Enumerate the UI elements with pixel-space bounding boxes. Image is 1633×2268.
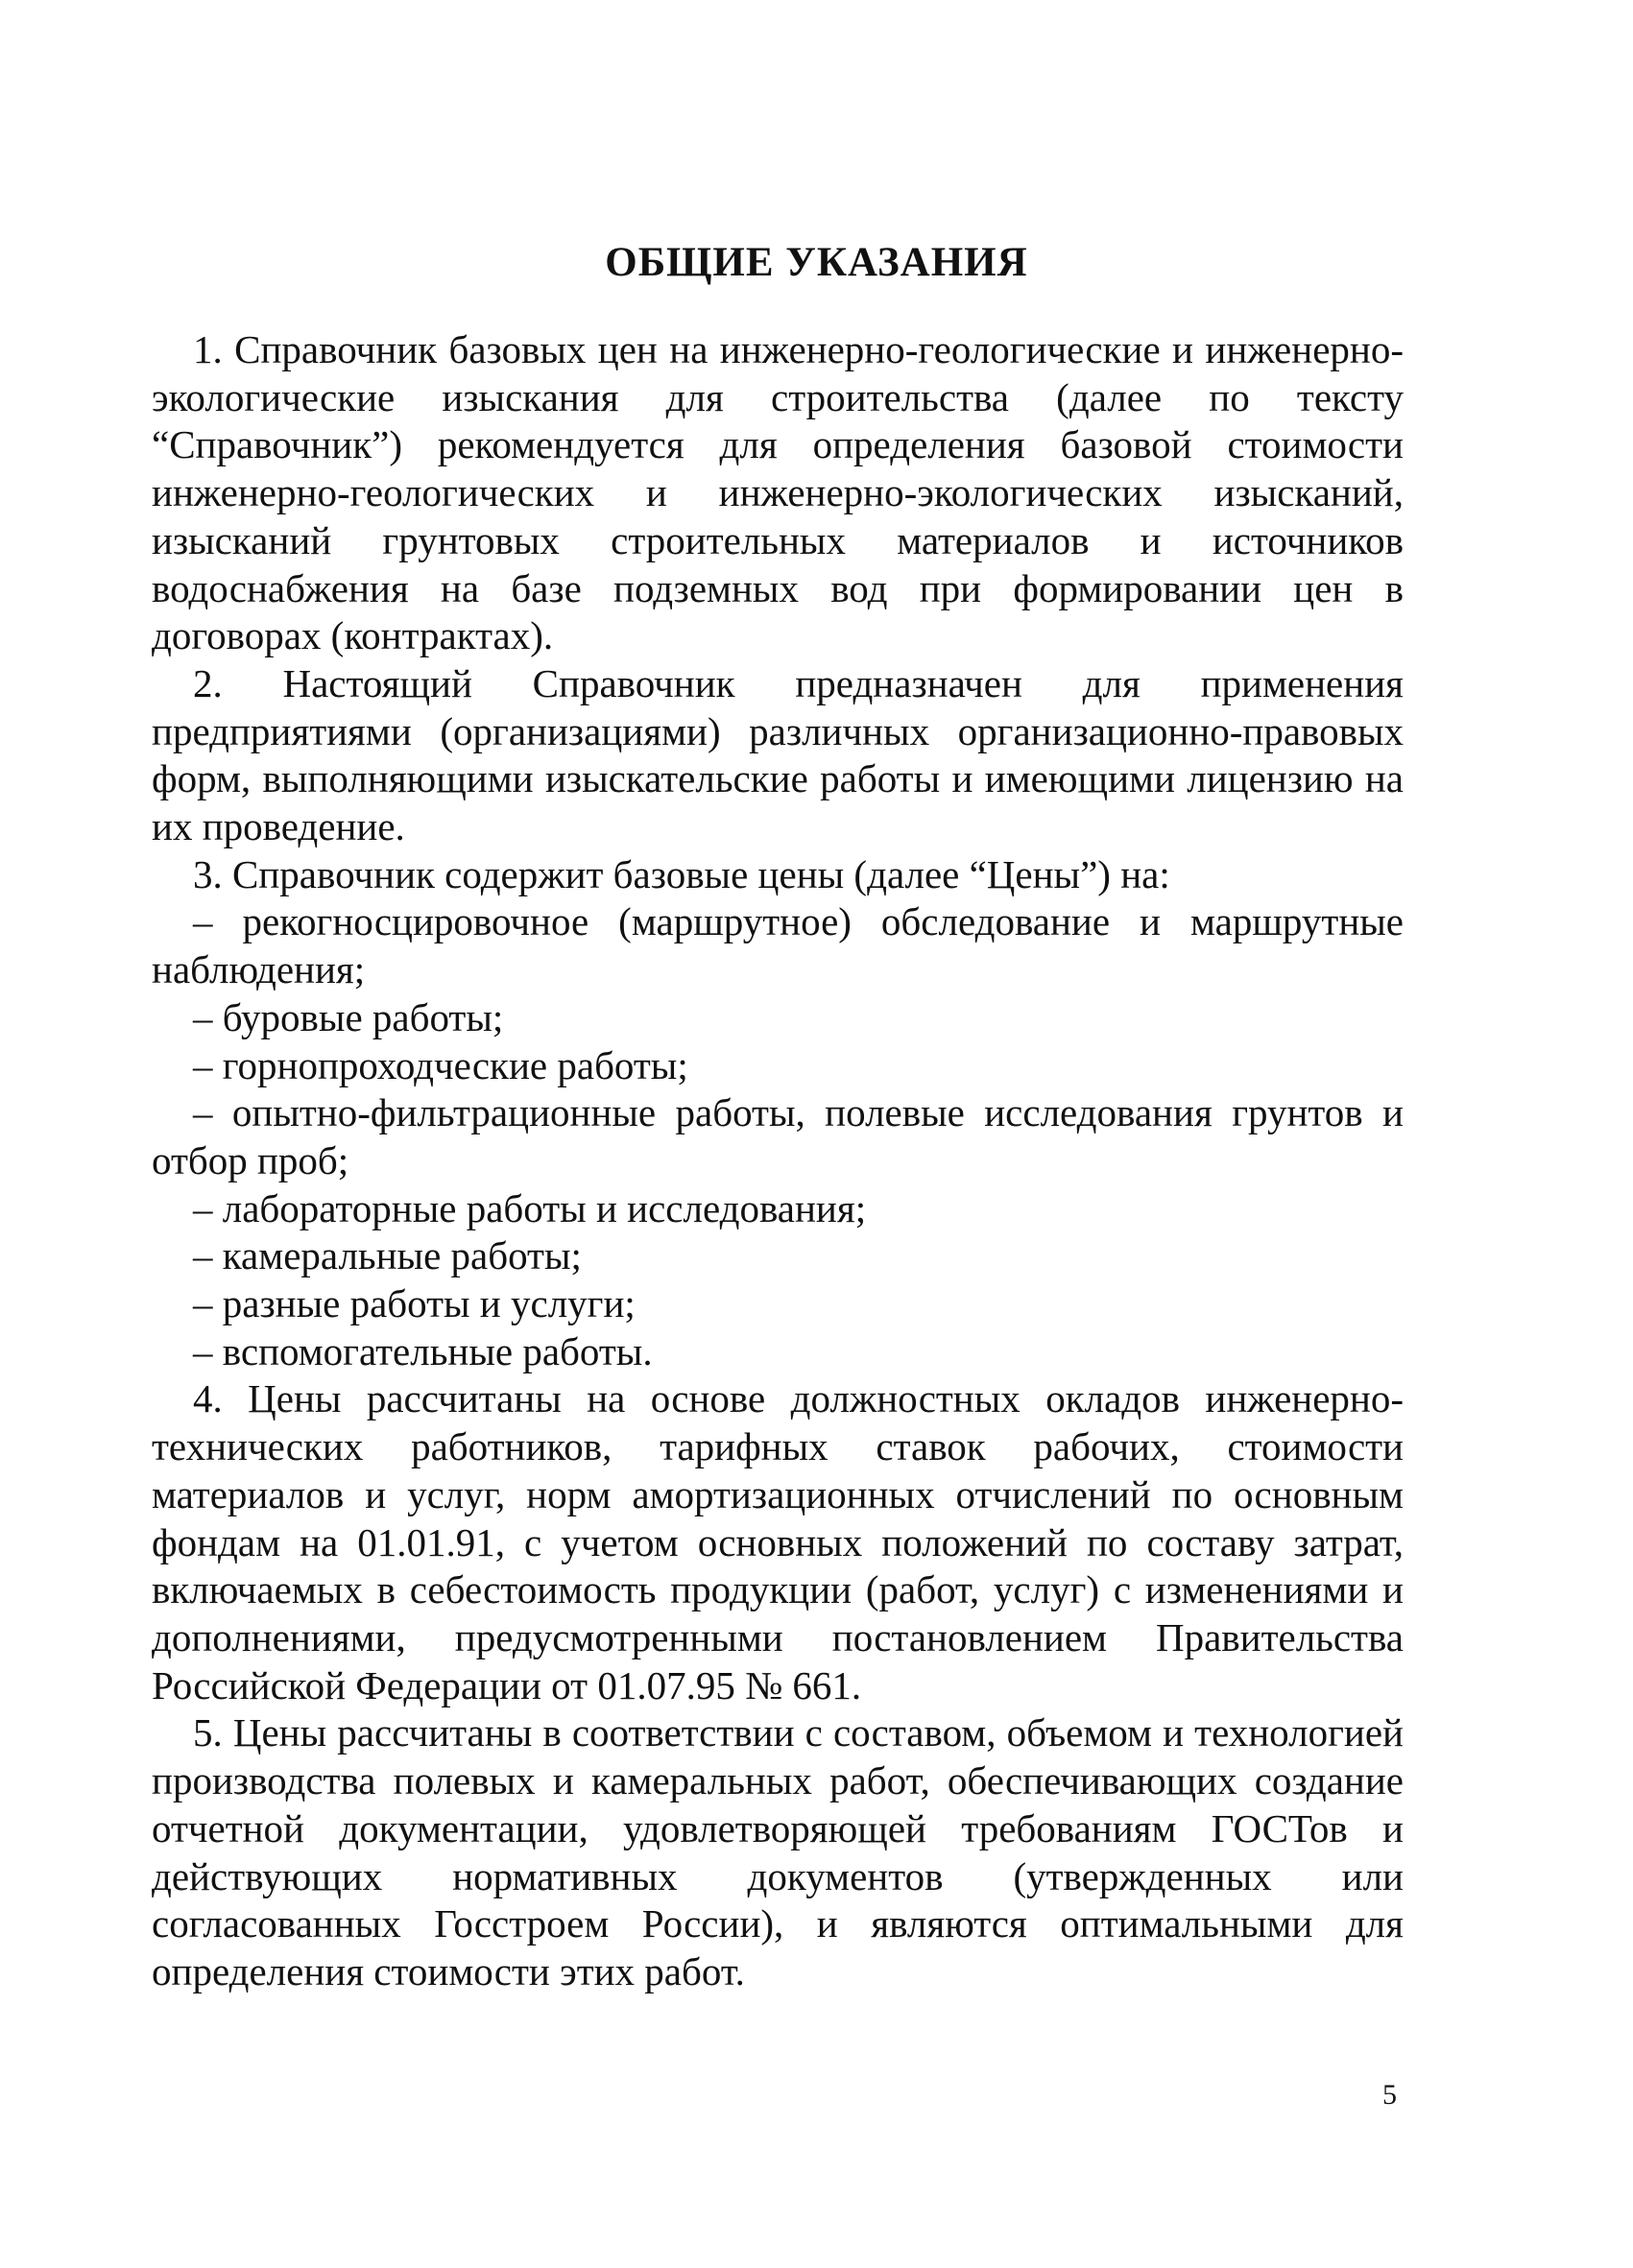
list-item: – лабораторные работы и исследования;	[193, 1185, 867, 1230]
page-title: ОБЩИЕ УКАЗАНИЯ	[605, 240, 1028, 285]
paragraph-2: 2. Настоящий Справочник предназначен для применения предприятиями (организациями) различных организационно-правовых форм, выполняющими изыскательские работы и имеющими лицензию на их проведение.	[152, 660, 1404, 849]
list-item: – буровые работы;	[193, 994, 504, 1039]
paragraph-3: 3. Справочник содержит базовые цены (далее “Цены”) на:	[193, 851, 1170, 896]
list-item: – горнопроходческие работы;	[193, 1042, 688, 1087]
paragraph-4: 4. Цены рассчитаны на основе должностных окладов инженерно-технических работников, тарифных ставок рабочих, стоимости материалов и услуг, норм амортизационных отчислений по основным фондам на 01.01.91, с учетом основных положений по составу затрат, включаемых в себестоимость продукции (работ, услуг) с изменениями и дополнениями, предусмотренными постановлением Правительства Российской Федерации от 01.07.95 № 661.	[152, 1376, 1404, 1707]
paragraph-5: 5. Цены рассчитаны в соответствии с составом, объемом и технологией производства полевых и камеральных работ, обеспечивающих создание отчетной документации, удовлетворяющей требованиям ГОСТов и действующих нормативных документов (утвержденных или согласованных Госстроем России), и являются оптимальными для определения стоимости этих работ.	[152, 1710, 1404, 1993]
page-number: 5	[1382, 2079, 1397, 2111]
list-item: – рекогносцировочное (маршрутное) обследование и маршрутные наблюдения;	[152, 899, 1404, 992]
document-body	[152, 326, 1404, 1996]
list-item: – вспомогательные работы.	[193, 1328, 653, 1373]
paragraph-1: 1. Справочник базовых цен на инженерно-геологические и инженерно-экологические изыскания для строительства (далее по тексту “Справочник”) рекомендуется для определения базовой стоимости инженерно-геологических и инженерно-экологических изысканий, изысканий грунтовых строительных материалов и источников водоснабжения на базе подземных вод при формировании цен в договорах (контрактах).	[152, 327, 1404, 658]
list-item: – камеральные работы;	[193, 1233, 582, 1278]
list-item: – опытно-фильтрационные работы, полевые исследования грунтов и отбор проб;	[152, 1090, 1404, 1182]
list-item: – разные работы и услуги;	[193, 1281, 636, 1326]
